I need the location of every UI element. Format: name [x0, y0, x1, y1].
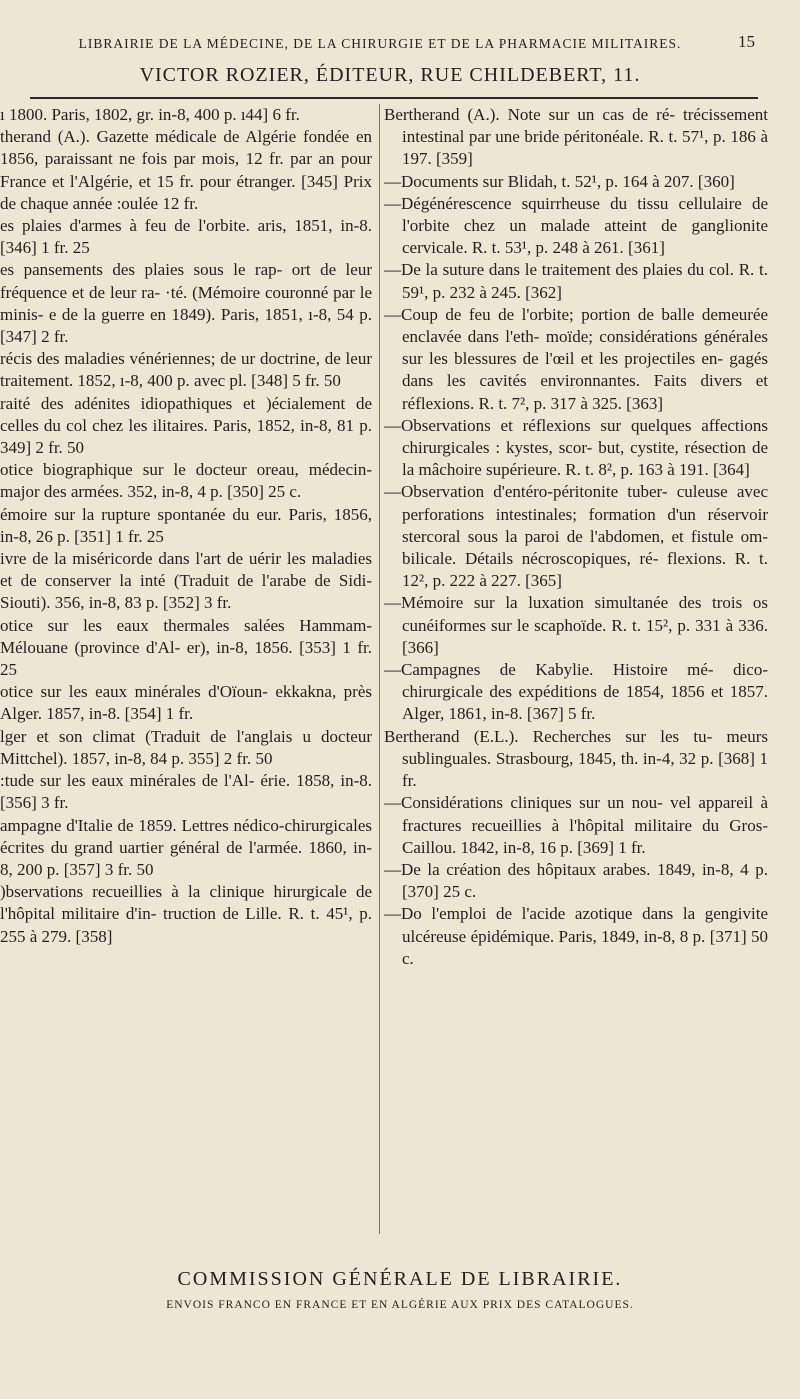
catalogue-entry: ivre de la miséricorde dans l'art de uérir les maladies et de conserver la inté (Traduit de l'arabe de Sidi-Siouti). 356, in-8, 83 p. [352] 3 fr.: [0, 549, 372, 613]
catalogue-entry: otice biographique sur le docteur oreau, médecin-major des armées. 352, in-8, 4 p. [350] 25 c.: [0, 460, 372, 502]
catalogue-entry: es plaies d'armes à feu de l'orbite. aris, 1851, in-8. [346] 1 fr. 25: [0, 216, 372, 258]
catalogue-entry: —Dégénérescence squirrheuse du tissu cellulaire de l'orbite chez un malade atteint de ganglionite cervicale. R. t. 53¹, p. 248 à 261. [361]: [384, 193, 768, 258]
catalogue-entry: otice sur les eaux thermales salées Hammam-Mélouane (province d'Al- er), in-8, 1856. [353] 1 fr. 25: [0, 615, 372, 680]
catalogue-entry: es pansements des plaies sous le rap- ort de leur fréquence et de leur ra- ·té. (Mémoire couronné par le minis- e de la guerre en 1849). Paris, 1851, ı-8, 54 p. [347] 2 fr.: [0, 260, 372, 347]
catalogue-entry: )bservations recueillies à la clinique hirurgicale de l'hôpital militaire d'in- truction de Lille. R. t. 45¹, p. 255 à 279. [358]: [0, 882, 372, 946]
right-column: [384, 104, 768, 1264]
catalogue-entry: récis des maladies vénériennes; de ur doctrine, de leur traitement. 1852, ı-8, 400 p. avec pl. [348] 5 fr. 50: [0, 349, 372, 391]
catalogue-entry: —Campagnes de Kabylie. Histoire mé- dico-chirurgicale des expéditions de 1854, 1856 et 1857. Alger, 1861, in-8. [367] 5 fr.: [384, 660, 768, 724]
catalogue-entry: —Observations et réflexions sur quelques affections chirurgicales : kystes, scor- but, cystite, résection de la mâchoire supérieure. R. t. 8², p. 163 à 191. [364]: [384, 415, 768, 480]
header-rule: [30, 97, 758, 99]
catalogue-entry: émoire sur la rupture spontanée du eur. Paris, 1856, in-8, 26 p. [351] 1 fr. 25: [0, 504, 372, 546]
catalogue-entry: otice sur les eaux minérales d'Oïoun- ekkakna, près Alger. 1857, in-8. [354] 1 fr.: [0, 682, 372, 724]
footer-title: COMMISSION GÉNÉRALE DE LIBRAIRIE.: [177, 1268, 623, 1290]
catalogue-entry: —Considérations cliniques sur un nou- vel appareil à fractures recueillies à l'hôpital militaire du Gros-Caillou. 1842, in-8, 16 p. [369] 1 fr.: [384, 793, 768, 857]
column-divider: [379, 104, 380, 1234]
footer-note: ENVOIS FRANCO EN FRANCE ET EN ALGÉRIE AUX PRIX DES CATALOGUES.: [166, 1299, 634, 1311]
catalogue-entry: —De la création des hôpitaux arabes. 1849, in-8, 4 p. [370] 25 c.: [384, 859, 768, 902]
catalogue-entry: —Coup de feu de l'orbite; portion de balle demeurée enclavée dans l'eth- moïde; considérations générales sur les blessures de l'œil et les projectiles en- gagés dans les cavités environnantes. Faits divers et réflexions. R. t. 7², p. 317 à 325. [363]: [384, 304, 768, 413]
page-number: 15: [738, 32, 755, 51]
catalogue-entry: —Do l'emploi de l'acide azotique dans la gengivite ulcéreuse épidémique. Paris, 1849, in-8, 8 p. [371] 50 c.: [384, 904, 768, 968]
catalogue-entry: lger et son climat (Traduit de l'anglais u docteur Mittchel). 1857, in-8, 84 p. 355] 2 fr. 50: [0, 726, 372, 768]
catalogue-entry: Bertherand (E.L.). Recherches sur les tu- meurs sublinguales. Strasbourg, 1845, th. in-4, 32 p. [368] 1 fr.: [384, 726, 768, 791]
catalogue-entry: —De la suture dans le traitement des plaies du col. R. t. 59¹, p. 232 à 245. [362]: [384, 260, 768, 302]
running-title: LIBRAIRIE DE LA MÉDECINE, DE LA CHIRURGIE ET DE LA PHARMACIE MILITAIRES.: [78, 36, 682, 51]
catalogue-entry: ı 1800. Paris, 1802, gr. in-8, 400 p. ı44] 6 fr.: [0, 105, 300, 124]
catalogue-entry: —Mémoire sur la luxation simultanée des trois os cunéiformes sur le scaphoïde. R. t. 15², p. 331 à 336. [366]: [384, 593, 768, 657]
catalogue-entry: :tude sur les eaux minérales de l'Al- érie. 1858, in-8. [356] 3 fr.: [0, 771, 372, 813]
publisher-line: VICTOR ROZIER, ÉDITEUR, RUE CHILDEBERT, 11.: [139, 64, 641, 86]
catalogue-entry: therand (A.). Gazette médicale de Algérie fondée en 1856, paraissant ne fois par mois, 12 fr. par an pour France et l'Algérie, et 15 fr. pour étranger. [345] Prix de chaque année :oulée 12 fr.: [0, 127, 372, 213]
catalogue-entry: —Documents sur Blidah, t. 52¹, p. 164 à 207. [360]: [384, 171, 735, 191]
catalogue-entry: ampagne d'Italie de 1859. Lettres nédico-chirurgicales écrites du grand uartier général de l'armée. 1860, in- 8, 200 p. [357] 3 fr. 50: [0, 815, 372, 879]
catalogue-entry: Bertherand (A.). Note sur un cas de ré- trécissement intestinal par une bride péritonéale. R. t. 57¹, p. 186 à 197. [359]: [384, 105, 768, 169]
left-column: [0, 104, 372, 1264]
catalogue-entry: raité des adénites idiopathiques et )écialement de celles du col chez les ilitaires. Paris, 1852, in-8, 81 p. 349] 2 fr. 50: [0, 393, 372, 458]
catalogue-entry: —Observation d'entéro-péritonite tuber- culeuse avec perforations intestinales; formation d'un réservoir stercoral sous la paroi de l'abdomen, et fistule om- bilicale. Détails nécroscopiques, ré- flexions. R. t. 12², p. 222 à 227. [365]: [384, 482, 768, 591]
